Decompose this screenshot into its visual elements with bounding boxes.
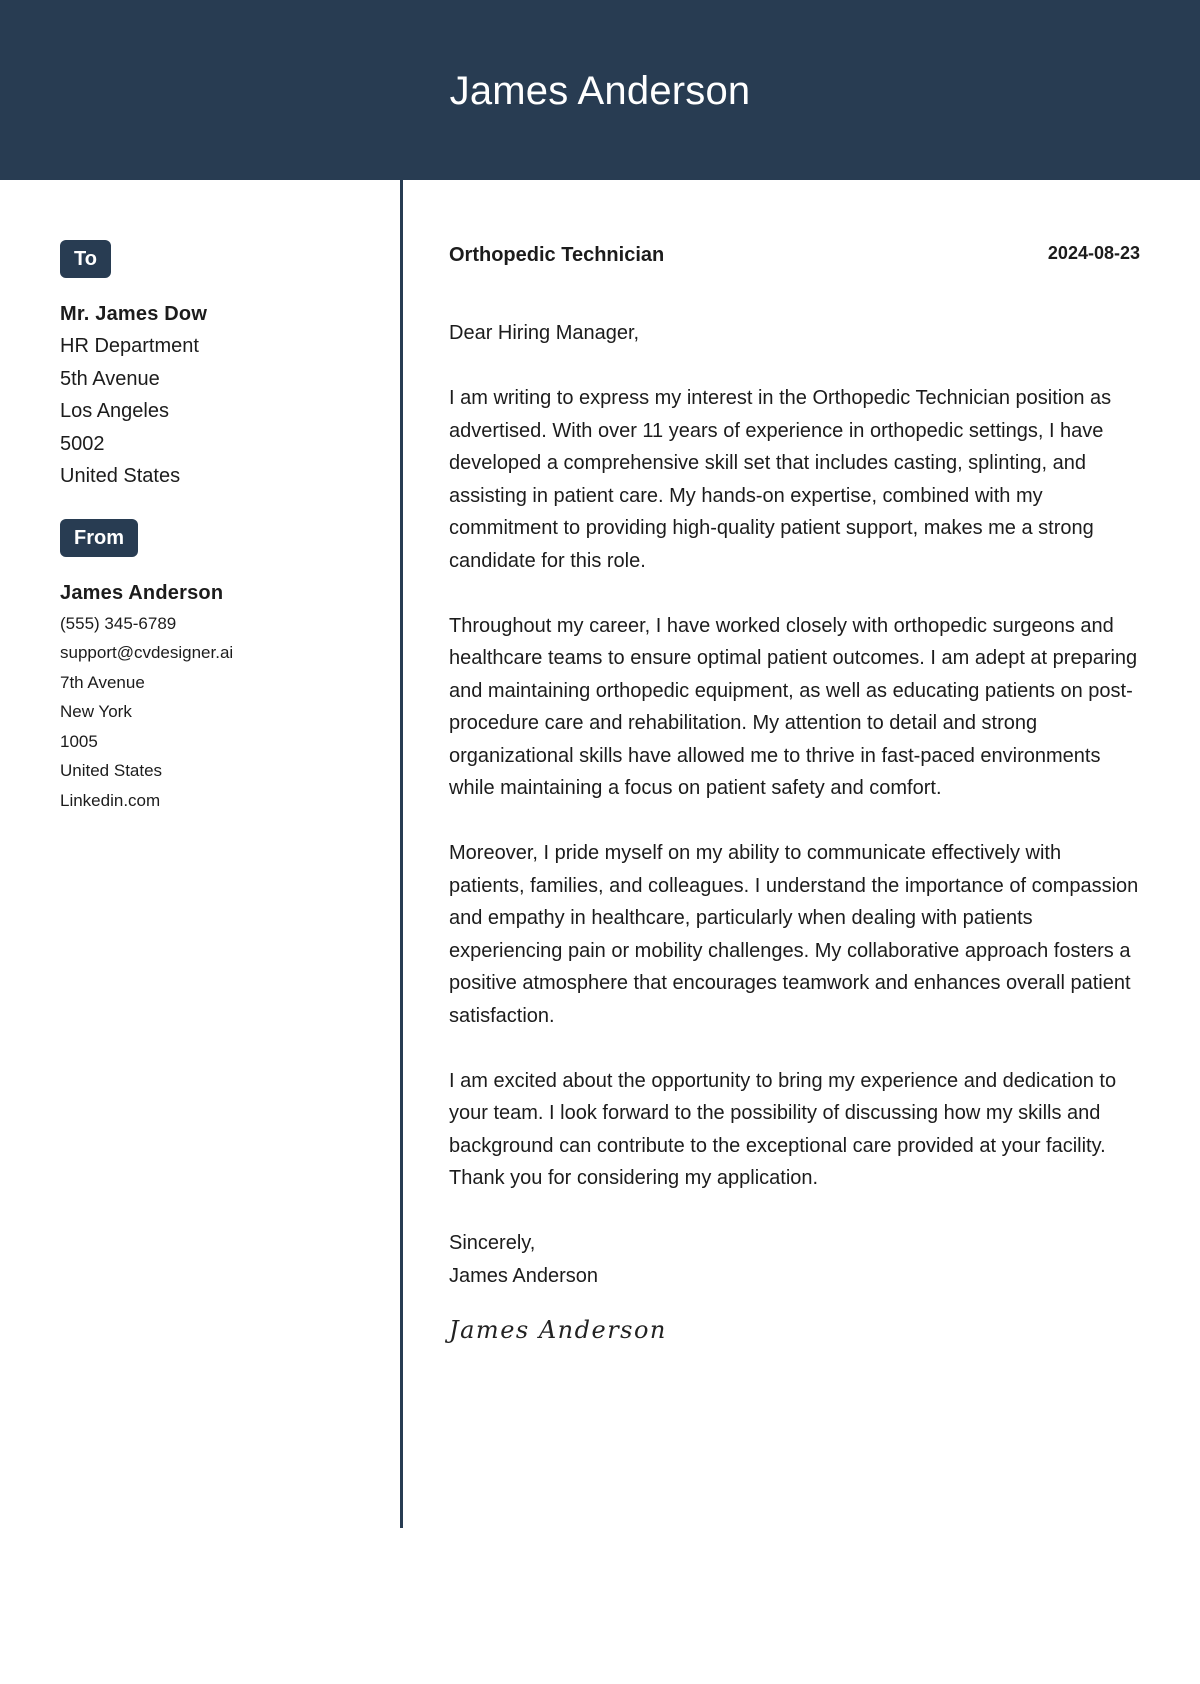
from-tag: From [60, 519, 138, 557]
paragraph: Moreover, I pride myself on my ability to communicate effectively with patients, families, and colleagues. I understand the importance of compassion and empathy in healthcare, particularly when dealing with patients experiencing pain or mobility challenges. My collaborative approach fosters a positive atmosphere that encourages teamwork and enhances overall patient satisfaction. [449, 842, 1139, 1027]
sidebar [60, 240, 380, 815]
letter-body [449, 240, 1140, 1348]
sender-email: support@cvdesigner.ai [60, 643, 234, 662]
sender-city: New York [60, 702, 132, 721]
applicant-name-heading: James Anderson [449, 69, 751, 113]
sender-block [60, 577, 380, 816]
recipient-street: 5th Avenue [60, 367, 160, 390]
letter-text [449, 317, 1140, 1348]
sender-country: United States [60, 761, 163, 780]
job-row [449, 240, 1140, 270]
column-divider [400, 180, 403, 1528]
sender-street: 7th Avenue [60, 672, 145, 692]
recipient-country: United States [60, 465, 181, 487]
recipient-city: Los Angeles [60, 400, 169, 422]
recipient-postcode: 5002 [60, 432, 105, 455]
sender-name: James Anderson [60, 581, 224, 604]
sender-website: Linkedin.com [60, 790, 161, 810]
recipient-department: HR Department [60, 335, 199, 357]
paragraph: Throughout my career, I have worked closely with orthopedic surgeons and healthcare teams to ensure optimal patient outcomes. I am adept at preparing and maintaining orthopedic equipment, as well as educating patients on post-procedure care and rehabilitation. My attention to detail and strong organizational skills have allowed me to thrive in fast-paced environments while maintaining a focus on patient safety and comfort. [449, 614, 1138, 799]
closing-name: James Anderson [449, 1264, 598, 1287]
sender-phone: (555) 345-6789 [60, 613, 177, 633]
recipient-block [60, 298, 380, 493]
closing: Sincerely, [449, 1232, 536, 1254]
job-title: Orthopedic Technician [449, 244, 665, 266]
sender-postcode: 1005 [60, 731, 98, 751]
letter-date: 2024-08-23 [1047, 243, 1140, 263]
paragraph: I am writing to express my interest in the Orthopedic Technician position as advertised. With over 11 years of experience in orthopedic settings, I have developed a comprehensive skill set that includes casting, splinting, and assisting in patient care. My hands-on expertise, combined with my commitment to providing high-quality patient support, makes me a strong candidate for this role. [449, 387, 1112, 572]
recipient-name: Mr. James Dow [60, 303, 208, 325]
salutation: Dear Hiring Manager, [449, 322, 640, 344]
header-banner [0, 0, 1200, 180]
to-tag: To [60, 240, 111, 278]
signature: James Anderson [449, 1316, 667, 1344]
paragraph: I am excited about the opportunity to bring my experience and dedication to your team. I look forward to the possibility of discussing how my skills and background can contribute to the exceptional care provided at your facility. Thank you for considering my application. [449, 1069, 1117, 1189]
